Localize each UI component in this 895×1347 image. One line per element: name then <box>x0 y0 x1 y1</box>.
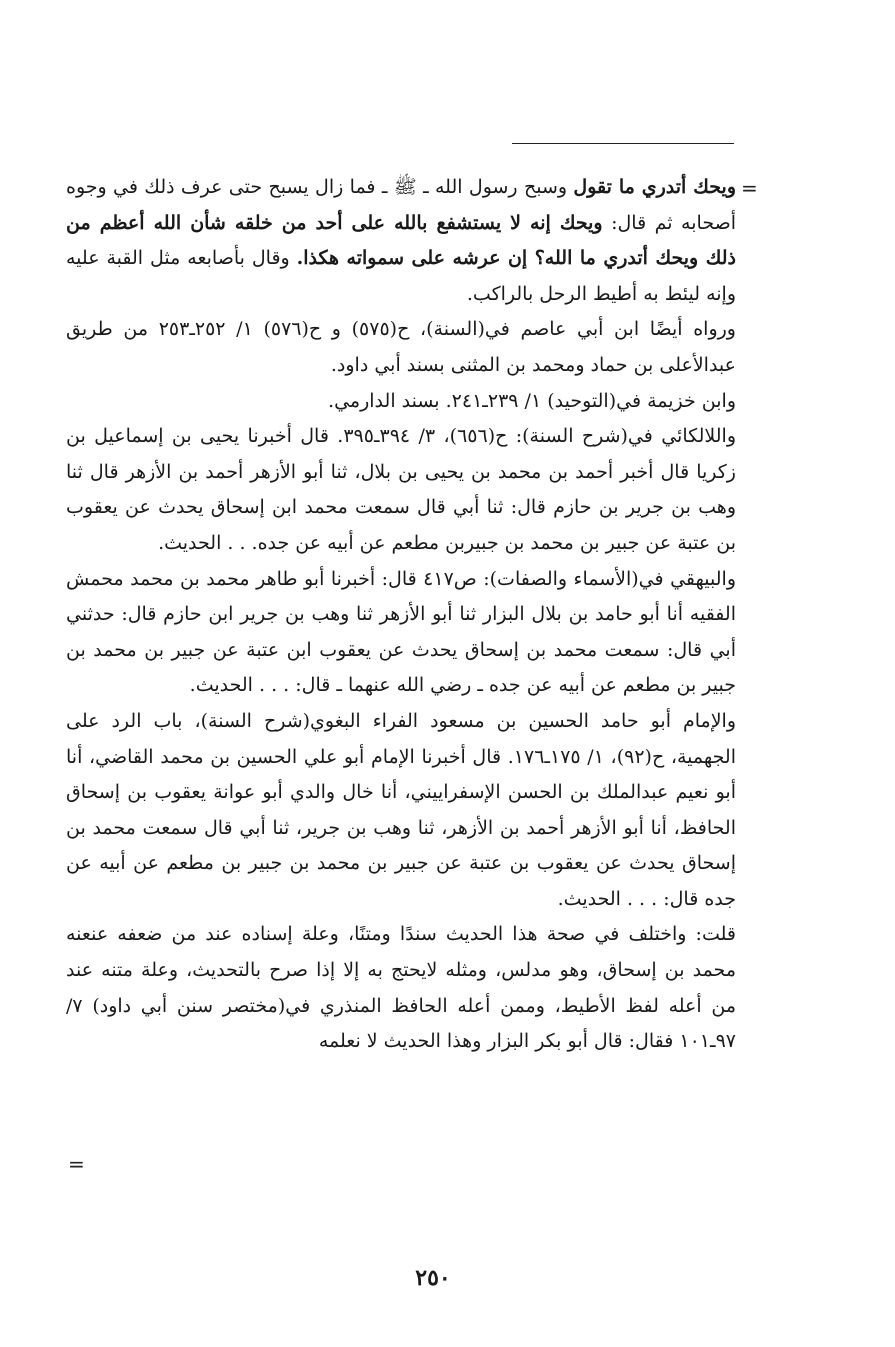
hadith-narration: وقال بأصابعه مثل القبة عليه وإنه ليئط به أطيط الرحل بالراكب. <box>66 247 736 305</box>
paragraph-author-comment: قلت: واختلف في صحة هذا الحديث سندًا ومتنًا، وعلة إسناده عند من ضعفه عنعنه محمد بن إسحاق، وهو مدلس، ومثله لايحتج به إلا إذا صرح بالتحديث، وعلة متنه عند من أعله لفظ الأطيط، وممن أعله الحافظ المنذري في(مختصر سنن أبي داود) ٧/ ٩٧ـ١٠١ فقال: قال أبو بكر البزار وهذا الحديث لا نعلمه <box>66 923 736 1053</box>
paragraph-lalakai: واللالكائي في(شرح السنة): ح(٦٥٦)، ٣/ ٣٩٤ـ٣٩٥. قال أخبرنا يحيى بن إسماعيل بن زكريا قال أخبر أحمد بن محمد بن يحيى بن بلال، ثنا أبو الأزهر أحمد بن الأزهر قال ثنا وهب بن جرير بن حازم قال: ثنا أبي قال سمعت محمد ابن إسحاق يحدث عن يعقوب بن عتبة عن جبير بن محمد بن جبيربن مطعم عن أبيه عن جده. . . الحديث. <box>66 425 736 554</box>
footnote-body <box>66 170 736 1060</box>
paragraph-bayhaqi: والبيهقي في(الأسماء والصفات): ص٤١٧ قال: أخبرنا أبو طاهر محمد بن محمد محمش الفقيه أنا أبو حامد بن بلال البزار ثنا أبو الأزهر ثنا وهب بن جرير ابن حازم قال: حدثني أبي قال: سمعت محمد بن إسحاق يحدث عن يعقوب ابن عتبة عن جبير بن محمد بن جبير بن مطعم عن أبيه عن جده ـ رضي الله عنهما ـ قال: . . . الحديث. <box>66 567 736 697</box>
footnote-separator-rule <box>512 143 734 144</box>
page-number: ٢٥٠ <box>415 1265 451 1291</box>
hadith-narration: وسبح رسول الله ـ ﷺ ـ فما زال يسبح حتى عرف ذلك في وجوه أصحابه ثم قال: <box>66 176 736 234</box>
hadith-bold-phrase: ويحك أتدري ما تقول <box>573 176 736 198</box>
paragraph-baghawi: والإمام أبو حامد الحسين بن مسعود الفراء البغوي(شرح السنة)، باب الرد على الجهمية، ح(٩٢)، ١/ ١٧٥ـ١٧٦. قال أخبرنا الإمام أبو علي الحسين بن محمد القاضي، أنا أبو نعيم عبدالملك بن الحسن الإسفراييني، أنا خال والدي أبو عوانة يعقوب بن إسحاق الحافظ، أنا أبو الأزهر أحمد بن الأزهر، ثنا وهب بن جرير، ثنا أبي قال سمعت محمد بن إسحاق يحدث عن يعقوب بن عتبة عن جبير بن محمد بن جبير بن مطعم عن أبيه عن جده قال: . . . الحديث. <box>66 709 736 910</box>
hadith-bold-phrase: ويحك إنه لا يستشفع بالله على أحد من خلقه شأن الله أعظم من ذلك ويحك أتدري ما الله؟ إن عرشه على سمواته هكذا. <box>66 211 736 270</box>
paragraph-hadith-text <box>66 170 736 312</box>
paragraph-ibn-abi-asim: ورواه أيضًا ابن أبي عاصم في(السنة)، ح(٥٧٥) و ح(٥٧٦) ١/ ٢٥٢ـ٢٥٣ من طريق عبدالأعلى بن حماد ومحمد بن المثنى بسند أبي داود. <box>66 318 736 376</box>
paragraph-ibn-khuzaymah: وابن خزيمة في(التوحيد) ١/ ٢٣٩ـ٢٤١. بسند الدارمي. <box>328 389 736 412</box>
continuation-mark-top: = <box>741 176 758 200</box>
continuation-mark-bottom: = <box>68 1152 85 1176</box>
